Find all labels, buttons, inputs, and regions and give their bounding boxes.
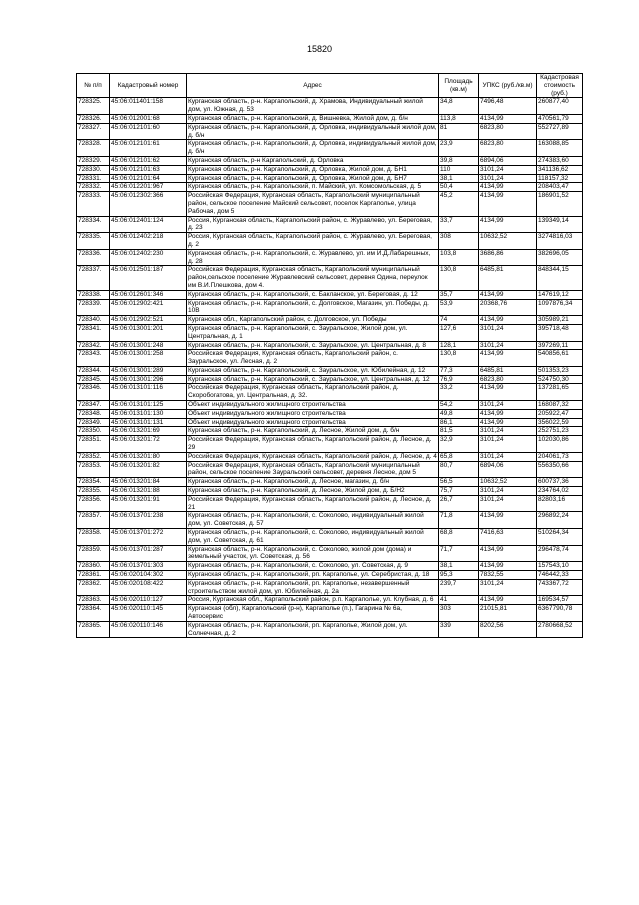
cell-cadastral-value: 147619,12	[537, 290, 583, 299]
cell-upks: 10632,52	[479, 233, 537, 250]
cell-upks: 3101,24	[479, 436, 537, 453]
cell-upks: 3686,86	[479, 249, 537, 266]
cell-address: Курганская область, р-н Каргапольский, д. Орловка	[187, 156, 439, 165]
cell-row-number: 728336.	[77, 249, 110, 266]
cell-row-number: 728341.	[77, 324, 110, 341]
cell-address: Российская Федерация, Курганская область, Каргапольский муниципальный район,сельское поселение Журавлевский сельсовет, деревня Одина, переулок им В.И.Плешкова, дом 4.	[187, 266, 439, 290]
cell-row-number: 728325.	[77, 98, 110, 115]
cell-row-number: 728333.	[77, 192, 110, 216]
table-row	[77, 114, 583, 123]
cell-cadastral-number: 45:06:013001:296	[110, 375, 187, 384]
cell-area: 81	[439, 123, 479, 140]
cell-cadastral-value: 540856,61	[537, 350, 583, 367]
cell-area: 41	[439, 596, 479, 605]
cell-address: Курганская область, р-н. Каргапольский, д. Лесное, магазин, д. б/н	[187, 478, 439, 487]
cell-row-number: 728343.	[77, 350, 110, 367]
cell-address: Курганская область, р-н. Каргапольский, д. Орловка, Жилой дом, д. БН7	[187, 174, 439, 183]
cell-area: 110	[439, 165, 479, 174]
cell-area: 38,1	[439, 562, 479, 571]
table-row	[77, 384, 583, 401]
table-body	[77, 98, 583, 638]
cell-address: Российская Федерация, Курганская область, Каргапольский район, д. Лесное, д. 29	[187, 436, 439, 453]
cell-row-number: 728344.	[77, 366, 110, 375]
cell-upks: 6823,80	[479, 375, 537, 384]
cell-upks: 4134,99	[479, 216, 537, 233]
cell-area: 23,9	[439, 140, 479, 157]
cell-cadastral-value: 356022,59	[537, 418, 583, 427]
cell-cadastral-value: 118157,32	[537, 174, 583, 183]
cell-area: 38,1	[439, 174, 479, 183]
cell-address: Курганская область, р-н. Каргапольский, с. Соколово, индивидуальный жилой дом, ул. Советская, д. 61	[187, 529, 439, 546]
cell-cadastral-number: 45:06:020110:145	[110, 605, 187, 622]
table-row	[77, 487, 583, 496]
cell-upks: 6485,81	[479, 366, 537, 375]
cell-address: Российская Федерация, Курганская область, Каргапольский район, д. Лесное, д. 21	[187, 495, 439, 512]
cell-cadastral-number: 45:06:013701:303	[110, 562, 187, 571]
cell-cadastral-value: 208403,47	[537, 183, 583, 192]
cell-cadastral-number: 45:06:013201:82	[110, 461, 187, 478]
cell-row-number: 728342.	[77, 341, 110, 350]
cell-row-number: 728334.	[77, 216, 110, 233]
cell-cadastral-number: 45:06:012101:62	[110, 156, 187, 165]
cell-area: 339	[439, 621, 479, 638]
cell-upks: 4134,99	[479, 384, 537, 401]
cell-address: Российская Федерация, Курганская область, Каргапольский муниципальный район, сельское поселение Зауральский сельсовет, деревня Лесное, дом 5	[187, 461, 439, 478]
cell-cadastral-value: 204061,73	[537, 452, 583, 461]
cell-address: Курганская область, р-н. Каргапольский, д. Лесное, Жилой дом, д. Б/Н2	[187, 487, 439, 496]
cell-upks: 3101,24	[479, 341, 537, 350]
table-row	[77, 165, 583, 174]
table-row	[77, 427, 583, 436]
cell-cadastral-number: 45:06:012001:68	[110, 114, 187, 123]
table-row	[77, 140, 583, 157]
cell-address: Российская Федерация, Курганская область, Каргапольский район, д. Скоробогатова, ул. Центральная, д. 32.	[187, 384, 439, 401]
cell-row-number: 728357.	[77, 512, 110, 529]
header-cadastral-number: Кадастровый номер	[110, 74, 187, 98]
cell-row-number: 728331.	[77, 174, 110, 183]
cell-upks: 4134,99	[479, 512, 537, 529]
table-row	[77, 316, 583, 325]
cell-cadastral-number: 45:06:013201:91	[110, 495, 187, 512]
cell-cadastral-value: 296478,74	[537, 545, 583, 562]
cell-cadastral-number: 45:06:013701:272	[110, 529, 187, 546]
cell-address: Курганская область, р-н. Каргапольский, с. Соколово, ул. Советская, д. 9	[187, 562, 439, 571]
cell-row-number: 728340.	[77, 316, 110, 325]
table-row	[77, 545, 583, 562]
cell-upks: 3101,24	[479, 452, 537, 461]
cell-upks: 8202,56	[479, 621, 537, 638]
cell-cadastral-number: 45:06:011401:158	[110, 98, 187, 115]
cell-cadastral-number: 45:06:012402:218	[110, 233, 187, 250]
cell-address: Россия, Курганская область, Каргапольский район, с. Журавлево, ул. Береговая, д. 2	[187, 233, 439, 250]
header-area: Площадь (кв.м)	[439, 74, 479, 98]
cell-cadastral-number: 45:06:013201:84	[110, 478, 187, 487]
cell-address: Россия, Курганская обл., Каргапольский район, р.п. Каргаполье, ул. Клубная, д. 6	[187, 596, 439, 605]
cell-upks: 3101,24	[479, 174, 537, 183]
cell-area: 26,7	[439, 495, 479, 512]
cell-upks: 4134,99	[479, 192, 537, 216]
cell-cadastral-value: 395718,48	[537, 324, 583, 341]
cell-row-number: 728351.	[77, 436, 110, 453]
cell-address: Курганская область, р-н. Каргапольский, с. Соколово, жилой дом (дома) и земельный участок, ул. Советская, д. 56	[187, 545, 439, 562]
cell-cadastral-value: 556350,66	[537, 461, 583, 478]
cell-area: 45,2	[439, 192, 479, 216]
cell-upks: 4134,99	[479, 562, 537, 571]
table-row	[77, 621, 583, 638]
cell-upks: 6823,80	[479, 140, 537, 157]
cell-area: 113,8	[439, 114, 479, 123]
cell-address: Курганская область, р-н. Каргапольский, с. Зауральское, ул. Юбилейная, д. 12	[187, 366, 439, 375]
table-row	[77, 495, 583, 512]
cell-upks: 4134,99	[479, 596, 537, 605]
table-row	[77, 461, 583, 478]
cell-cadastral-number: 45:06:013701:238	[110, 512, 187, 529]
cell-row-number: 728338.	[77, 290, 110, 299]
cell-cadastral-number: 45:06:013101:116	[110, 384, 187, 401]
cell-address: Курганская область, р-н. Каргапольский, д. Вишневка, Жилой дом, д. б/н	[187, 114, 439, 123]
cell-cadastral-value: 102030,86	[537, 436, 583, 453]
cell-area: 32,9	[439, 436, 479, 453]
cell-address: Объект индивидуального жилищного строительства	[187, 409, 439, 418]
cell-area: 76,9	[439, 375, 479, 384]
cell-upks: 4134,99	[479, 316, 537, 325]
cell-area: 127,6	[439, 324, 479, 341]
table-row	[77, 183, 583, 192]
cell-address: Курганская область, р-н. Каргапольский, д. Храмова, Индивидуальный жилой дом, ул. Южная, д. 53	[187, 98, 439, 115]
cell-upks: 6894,06	[479, 461, 537, 478]
table-row	[77, 418, 583, 427]
cell-cadastral-value: 139349,14	[537, 216, 583, 233]
cell-upks: 6823,80	[479, 123, 537, 140]
cell-area: 128,1	[439, 341, 479, 350]
cell-row-number: 728326.	[77, 114, 110, 123]
table-row	[77, 409, 583, 418]
table-row	[77, 605, 583, 622]
table-row	[77, 123, 583, 140]
table-row	[77, 512, 583, 529]
cell-upks: 6485,81	[479, 266, 537, 290]
table-row	[77, 341, 583, 350]
cell-row-number: 728356.	[77, 495, 110, 512]
cell-cadastral-value: 524750,30	[537, 375, 583, 384]
cell-cadastral-number: 45:06:012201:967	[110, 183, 187, 192]
cell-row-number: 728353.	[77, 461, 110, 478]
cell-cadastral-number: 45:06:013201:72	[110, 436, 187, 453]
cell-cadastral-value: 168087,32	[537, 401, 583, 410]
table-row	[77, 478, 583, 487]
cadastral-registry-table	[76, 73, 583, 638]
cell-area: 49,8	[439, 409, 479, 418]
cell-address: Курганская обл., Каргапольский район, с. Долговское, ул. Победы	[187, 316, 439, 325]
cell-cadastral-number: 45:06:012501:187	[110, 266, 187, 290]
cell-area: 39,8	[439, 156, 479, 165]
cell-cadastral-value: 397269,11	[537, 341, 583, 350]
cell-row-number: 728363.	[77, 596, 110, 605]
cell-row-number: 728339.	[77, 299, 110, 316]
cell-upks: 3101,24	[479, 579, 537, 596]
cell-row-number: 728358.	[77, 529, 110, 546]
cell-cadastral-number: 45:06:013101:130	[110, 409, 187, 418]
cell-address: Курганская область, р-н. Каргапольский, д. Орловка, Жилой дом, д. БН1	[187, 165, 439, 174]
cell-area: 34,8	[439, 98, 479, 115]
cell-upks: 3101,24	[479, 487, 537, 496]
cell-cadastral-number: 45:06:012902:521	[110, 316, 187, 325]
table-row	[77, 579, 583, 596]
cell-cadastral-number: 45:06:012402:230	[110, 249, 187, 266]
cell-cadastral-number: 45:06:012101:60	[110, 123, 187, 140]
cell-upks: 4134,99	[479, 418, 537, 427]
cell-cadastral-number: 45:06:013101:125	[110, 401, 187, 410]
cell-cadastral-number: 45:06:013101:131	[110, 418, 187, 427]
page-number: 15820	[306, 44, 333, 54]
cell-cadastral-value: 137281,65	[537, 384, 583, 401]
cell-row-number: 728332.	[77, 183, 110, 192]
cell-upks: 7416,63	[479, 529, 537, 546]
cell-cadastral-value: 600737,36	[537, 478, 583, 487]
cell-row-number: 728348.	[77, 409, 110, 418]
cell-area: 65,8	[439, 452, 479, 461]
cell-cadastral-number: 45:06:013201:80	[110, 452, 187, 461]
cell-row-number: 728347.	[77, 401, 110, 410]
cell-area: 75,7	[439, 487, 479, 496]
table-row	[77, 375, 583, 384]
cell-cadastral-number: 45:06:012601:346	[110, 290, 187, 299]
cell-upks: 3101,24	[479, 427, 537, 436]
cell-address: Россия, Курганская область, Каргапольский район, с. Журавлево, ул. Береговая, д. 23	[187, 216, 439, 233]
cell-row-number: 728327.	[77, 123, 110, 140]
cell-upks: 4134,99	[479, 350, 537, 367]
cell-address: Курганская область, р-н. Каргапольский, с. Зауральское, Жилой дом, ул. Центральная, д. 1	[187, 324, 439, 341]
cell-cadastral-number: 45:06:012902:421	[110, 299, 187, 316]
cell-upks: 21015,81	[479, 605, 537, 622]
cell-area: 50,4	[439, 183, 479, 192]
cell-cadastral-number: 45:06:020110:146	[110, 621, 187, 638]
cell-row-number: 728354.	[77, 478, 110, 487]
cell-area: 53,9	[439, 299, 479, 316]
cell-cadastral-value: 382696,05	[537, 249, 583, 266]
cell-area: 68,8	[439, 529, 479, 546]
table-row	[77, 350, 583, 367]
cell-row-number: 728328.	[77, 140, 110, 157]
cell-cadastral-value: 746442,33	[537, 571, 583, 580]
cell-upks: 3101,24	[479, 495, 537, 512]
cell-cadastral-value: 848344,15	[537, 266, 583, 290]
cell-upks: 4134,99	[479, 183, 537, 192]
cell-cadastral-value: 341136,62	[537, 165, 583, 174]
table-row	[77, 98, 583, 115]
cell-area: 33,2	[439, 384, 479, 401]
cell-row-number: 728350.	[77, 427, 110, 436]
table-row	[77, 596, 583, 605]
table-row	[77, 401, 583, 410]
cell-cadastral-number: 45:06:020104:302	[110, 571, 187, 580]
cell-cadastral-number: 45:06:012101:64	[110, 174, 187, 183]
cell-cadastral-value: 6367790,78	[537, 605, 583, 622]
cell-area: 303	[439, 605, 479, 622]
cell-cadastral-value: 470561,79	[537, 114, 583, 123]
cell-area: 56,5	[439, 478, 479, 487]
cell-upks: 7832,55	[479, 571, 537, 580]
table-row	[77, 562, 583, 571]
cell-upks: 4134,99	[479, 409, 537, 418]
cell-cadastral-value: 274383,60	[537, 156, 583, 165]
cell-address: Российская Федерация, Курганская область, Каргапольский муниципальный район, сельское поселение Майский сельсовет, поселок Каргаполье, улица Рабочая, дом 5	[187, 192, 439, 216]
cell-area: 80,7	[439, 461, 479, 478]
cell-cadastral-value: 234764,02	[537, 487, 583, 496]
cell-area: 81,5	[439, 427, 479, 436]
cell-cadastral-value: 1097876,34	[537, 299, 583, 316]
table-row	[77, 324, 583, 341]
header-upks: УПКС (руб./кв.м)	[479, 74, 537, 98]
cell-row-number: 728362.	[77, 579, 110, 596]
cell-area: 130,8	[439, 266, 479, 290]
cell-address: Курганская область, р-н. Каргапольский, рп. Каргаполье, Жилой дом, ул. Солнечная, д. 2	[187, 621, 439, 638]
cell-row-number: 728330.	[77, 165, 110, 174]
cell-cadastral-value: 3274816,03	[537, 233, 583, 250]
cell-cadastral-number: 45:06:012101:61	[110, 140, 187, 157]
cell-cadastral-value: 252751,23	[537, 427, 583, 436]
cell-area: 74	[439, 316, 479, 325]
cell-address: Курганская область, р-н. Каргапольский, с. Бакланское, ул. Береговая, д. 12	[187, 290, 439, 299]
cell-area: 86,1	[439, 418, 479, 427]
cell-cadastral-number: 45:06:012101:63	[110, 165, 187, 174]
cell-cadastral-number: 45:06:013001:289	[110, 366, 187, 375]
cell-area: 239,7	[439, 579, 479, 596]
cell-address: Курганская область, р-н. Каргапольский, рп. Каргаполье, ул. Серебристая, д. 18	[187, 571, 439, 580]
cell-area: 308	[439, 233, 479, 250]
cell-area: 54,2	[439, 401, 479, 410]
table-row	[77, 529, 583, 546]
table-row	[77, 249, 583, 266]
cell-cadastral-value: 2780668,52	[537, 621, 583, 638]
cell-upks: 3101,24	[479, 324, 537, 341]
table-row	[77, 174, 583, 183]
cell-area: 33,7	[439, 216, 479, 233]
cell-cadastral-number: 45:06:013701:287	[110, 545, 187, 562]
cell-cadastral-value: 157543,10	[537, 562, 583, 571]
cell-cadastral-number: 45:06:013001:248	[110, 341, 187, 350]
cell-cadastral-value: 305989,21	[537, 316, 583, 325]
cell-area: 71,7	[439, 545, 479, 562]
table-row	[77, 290, 583, 299]
cell-cadastral-number: 45:06:013001:201	[110, 324, 187, 341]
cell-cadastral-value: 743367,72	[537, 579, 583, 596]
cell-address: Объект индивидуального жилищного строительства	[187, 418, 439, 427]
cell-area: 95,3	[439, 571, 479, 580]
table-row	[77, 452, 583, 461]
cell-cadastral-value: 552727,89	[537, 123, 583, 140]
cell-row-number: 728364.	[77, 605, 110, 622]
cell-upks: 3101,24	[479, 401, 537, 410]
cell-upks: 4134,99	[479, 545, 537, 562]
cell-address: Курганская область, р-н. Каргапольский, с. Зауральское, ул. Центральная, д. 12	[187, 375, 439, 384]
cell-address: Курганская область, р-н. Каргапольский, с. Соколово, индивидуальный жилой дом, ул. Советская, д. 57	[187, 512, 439, 529]
cell-cadastral-value: 169534,57	[537, 596, 583, 605]
cell-cadastral-number: 45:06:012401:124	[110, 216, 187, 233]
table-row	[77, 216, 583, 233]
cell-upks: 20368,76	[479, 299, 537, 316]
header-cadastral-value: Кадастровая стоимость (руб.)	[537, 74, 583, 98]
cell-area: 71,8	[439, 512, 479, 529]
cell-cadastral-value: 205922,47	[537, 409, 583, 418]
cell-address: Курганская область, р-н. Каргапольский, д. Лесное, Жилой дом, д. б/н	[187, 427, 439, 436]
cell-upks: 4134,99	[479, 114, 537, 123]
cell-cadastral-value: 501353,23	[537, 366, 583, 375]
cell-row-number: 728360.	[77, 562, 110, 571]
cell-row-number: 728355.	[77, 487, 110, 496]
cell-row-number: 728349.	[77, 418, 110, 427]
cell-cadastral-number: 45:06:012302:366	[110, 192, 187, 216]
cell-address: Курганская область, р-н. Каргапольский, с. Журавлево, ул. им И.Д.Лабарешных, д. 28	[187, 249, 439, 266]
cell-area: 130,8	[439, 350, 479, 367]
cell-row-number: 728346.	[77, 384, 110, 401]
cell-address: Курганская область, р-н. Каргапольский, с. Долговское, Магазин, ул. Победы, д. 10В	[187, 299, 439, 316]
cell-area: 35,7	[439, 290, 479, 299]
cell-address: Курганская область, р-н. Каргапольский, д. Орловка, индивидуальный жилой дом, д. б/н	[188, 123, 437, 139]
table-header-row	[77, 74, 583, 98]
table-row	[77, 571, 583, 580]
cell-cadastral-number: 45:06:013001:258	[110, 350, 187, 367]
cell-address: Российская Федерация, Курганская область, Каргапольский район, с. Зауральское, ул. Лесная, д. 2	[187, 350, 439, 367]
cell-cadastral-value: 510264,34	[537, 529, 583, 546]
cell-address: Российская Федерация, Курганская область, Каргапольский район, д. Лесное, д. 4	[188, 452, 437, 460]
cell-address: Курганская область, р-н. Каргапольский, рп. Каргаполье, незавершенный строительством жилой дом, ул. Юбилейная, д. 2а	[187, 579, 439, 596]
cell-row-number: 728365.	[77, 621, 110, 638]
table-row	[77, 156, 583, 165]
cell-area: 77,3	[439, 366, 479, 375]
cell-address: Курганская область, р-н. Каргапольский, с. Зауральское, ул. Центральная, д. 8	[187, 341, 439, 350]
cell-cadastral-value: 186901,52	[537, 192, 583, 216]
cell-address: Курганская (обл), Каргапольский (р-н), Каргаполье (п.), Гагарина № 6а, Автосервис	[187, 605, 439, 622]
cell-cadastral-value: 260877,40	[537, 98, 583, 115]
cell-upks: 7496,48	[479, 98, 537, 115]
table-row	[77, 299, 583, 316]
cell-upks: 6894,06	[479, 156, 537, 165]
cell-cadastral-number: 45:06:013201:88	[110, 487, 187, 496]
cell-cadastral-number: 45:06:020108:422	[110, 579, 187, 596]
cell-row-number: 728329.	[77, 156, 110, 165]
table-row	[77, 266, 583, 290]
table-row	[77, 233, 583, 250]
cell-row-number: 728359.	[77, 545, 110, 562]
table-row	[77, 366, 583, 375]
table-row	[77, 436, 583, 453]
cell-row-number: 728337.	[77, 266, 110, 290]
cell-address: Курганская область, р-н. Каргапольский, д. Орловка, индивидуальный жилой дом, д. б/н	[188, 140, 437, 156]
cell-cadastral-number: 45:06:013201:69	[110, 427, 187, 436]
cell-row-number: 728361.	[77, 571, 110, 580]
cell-row-number: 728335.	[77, 233, 110, 250]
cell-upks: 3101,24	[479, 165, 537, 174]
cell-cadastral-value: 296892,24	[537, 512, 583, 529]
header-address: Адрес	[187, 74, 439, 98]
cell-cadastral-value: 82803,16	[537, 495, 583, 512]
cell-cadastral-number: 45:06:020110:127	[110, 596, 187, 605]
cell-row-number: 728352.	[77, 452, 110, 461]
cell-upks: 10632,52	[479, 478, 537, 487]
table-row	[77, 192, 583, 216]
cell-upks: 4134,99	[479, 290, 537, 299]
cell-address: Курганская область, р-н. Каргапольский, п. Майский, ул. Комсомольская, д. 5	[187, 183, 439, 192]
cell-address: Объект индивидуального жилищного строительства	[187, 401, 439, 410]
cell-cadastral-value: 163088,85	[537, 140, 583, 157]
header-row-number: № п/п	[77, 74, 110, 98]
cell-area: 103,8	[439, 249, 479, 266]
cell-row-number: 728345.	[77, 375, 110, 384]
